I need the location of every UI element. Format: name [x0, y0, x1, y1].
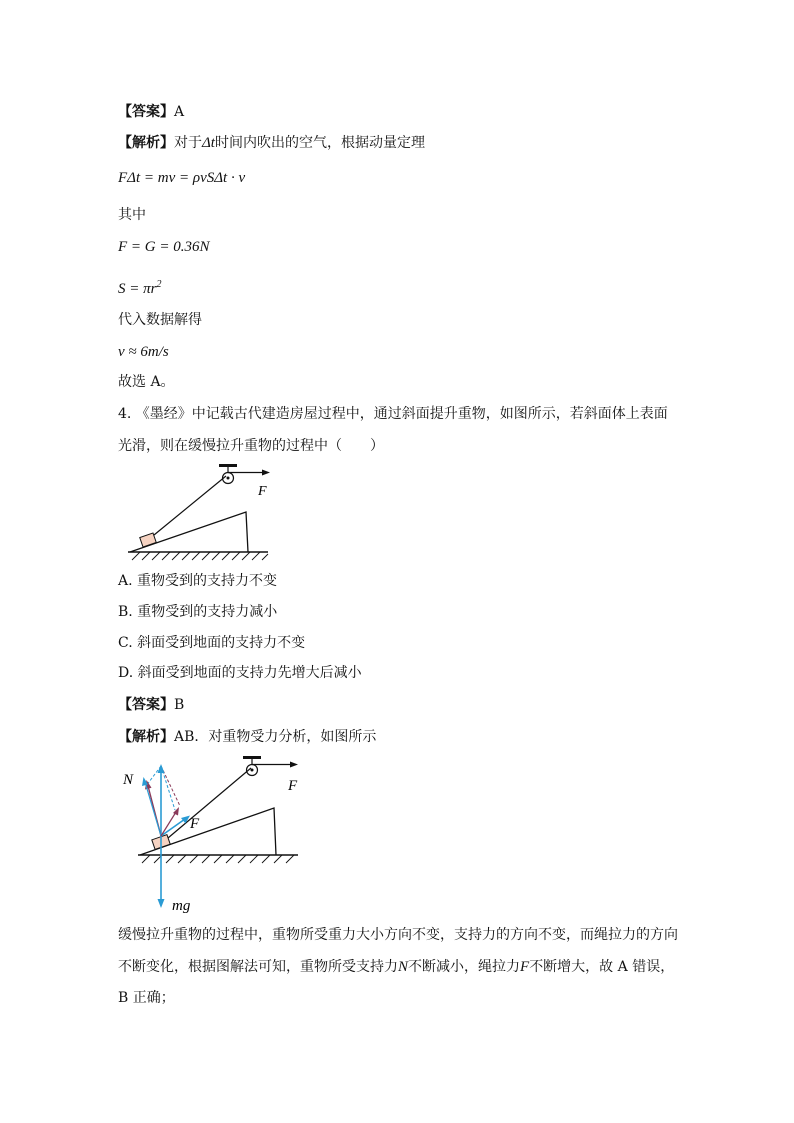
force-analysis-figure — [118, 752, 308, 920]
option-d: D. 斜面受到地面的支持力先增大后减小 — [118, 665, 362, 681]
figure-label-f-mid: F — [190, 816, 200, 832]
question-4-stem-2: 光滑，则在缓慢拉升重物的过程中（ ） — [118, 438, 384, 454]
equation-force: F = G = 0.36N — [118, 239, 210, 255]
analysis-para-1: 缓慢拉升重物的过程中，重物所受重力大小方向不变，支持力的方向不变，而绳拉力的方向 — [118, 927, 678, 943]
option-b: B. 重物受到的支持力减小 — [118, 604, 278, 620]
text-choose: 故选 A。 — [118, 374, 175, 390]
figure-label-f-top: F — [288, 778, 298, 794]
analysis-line-1: 【解析】对于Δt时间内吹出的空气，根据动量定理 — [118, 135, 425, 151]
equation-velocity: v ≈ 6m/s — [118, 344, 169, 360]
analysis-label: 【解析】 — [118, 135, 174, 151]
answer-line-2 — [118, 695, 184, 715]
equation-momentum: FΔt = mv = ρvSΔt · v — [118, 170, 246, 186]
analysis-para-2: 不断变化，根据图解法可知，重物所受支持力N不断减小，绳拉力F不断增大，故 A 错误， — [118, 959, 675, 975]
figure-label-mg: mg — [172, 898, 191, 914]
analysis-line-2: 【解析】AB．对重物受力分析，如图所示 — [118, 729, 377, 745]
incline-figure — [118, 460, 278, 566]
text-substitute: 代入数据解得 — [118, 312, 202, 328]
analysis-para-3: B 正确； — [118, 990, 175, 1006]
question-4-stem-1: 4. 《墨经》中记载古代建造房屋过程中，通过斜面提升重物，如图所示，若斜面体上表面 — [118, 406, 668, 422]
figure-label-f: F — [258, 484, 267, 499]
text-among: 其中 — [118, 207, 146, 223]
answer-label: 【答案】 — [118, 697, 174, 713]
answer-value: A — [174, 104, 185, 120]
equation-area: $S = \pi r^2$ — [118, 279, 162, 297]
answer-line-1 — [118, 102, 184, 122]
figure-label-n: N — [123, 772, 134, 788]
answer-label: 【答案】 — [118, 104, 174, 120]
option-c: C. 斜面受到地面的支持力不变 — [118, 635, 306, 651]
answer-value: B — [174, 697, 185, 713]
option-a: A. 重物受到的支持力不变 — [118, 573, 278, 589]
analysis-label: 【解析】 — [118, 729, 174, 745]
